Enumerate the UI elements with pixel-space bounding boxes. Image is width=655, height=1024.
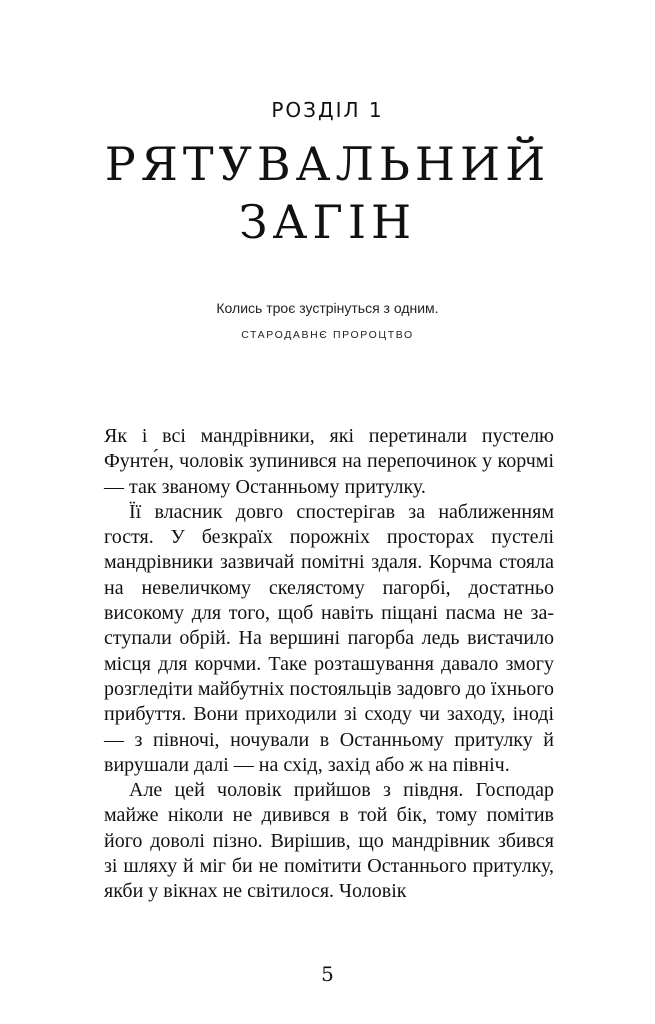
chapter-title-line-1: РЯТУВАЛЬНИЙ: [104, 137, 551, 191]
epigraph-text: Колись троє зустрінуться з одним.: [216, 300, 439, 316]
epigraph-source: СТАРОДАВНЄ ПРОРОЦТВО: [241, 329, 414, 341]
page-number: 5: [321, 962, 334, 986]
paragraph-3: Але цей чоловік прийшов з півдня. Господар майже ніколи не дивився в той бік, тому помітив його доволі пізно. Вирішив, що мандрівник збився зі шляху й міг би не помітити Останнього притулку, якби у вікнах не світилося. Чоловік: [104, 779, 554, 903]
chapter-title: [0, 135, 655, 251]
chapter-title-line-2: ЗАГІН: [238, 195, 417, 249]
body-text: [104, 424, 554, 905]
paragraph-2: Її власник довго спостерігав за наближенням гостя. У безкраїх порожніх просторах пустелі мандрівники зазвичай помітні здаля. Корчма стояла на невеличкому скелястому пагорбі, достатньо високому для того, щоб навіть піщані пасма не заступали обрій. На вершині пагорба ледь вистачило місця для корчми. Таке розташування давало змогу розгледіти майбутніх постояльців задовго до їхнього прибуття. Вони приходили зі сходу чи заходу, іноді — з півночі, ночували в Останньому притулку й вирушали далі — на схід, захід або ж на північ.: [104, 500, 554, 776]
paragraph-1: Як і всі мандрівники, які перетинали пустелю Фунте́н, чоловік зупинився на перепочинок у корчмі — так званому Останньому притулку.: [104, 425, 554, 498]
chapter-label: РОЗДІЛ 1: [271, 98, 384, 122]
